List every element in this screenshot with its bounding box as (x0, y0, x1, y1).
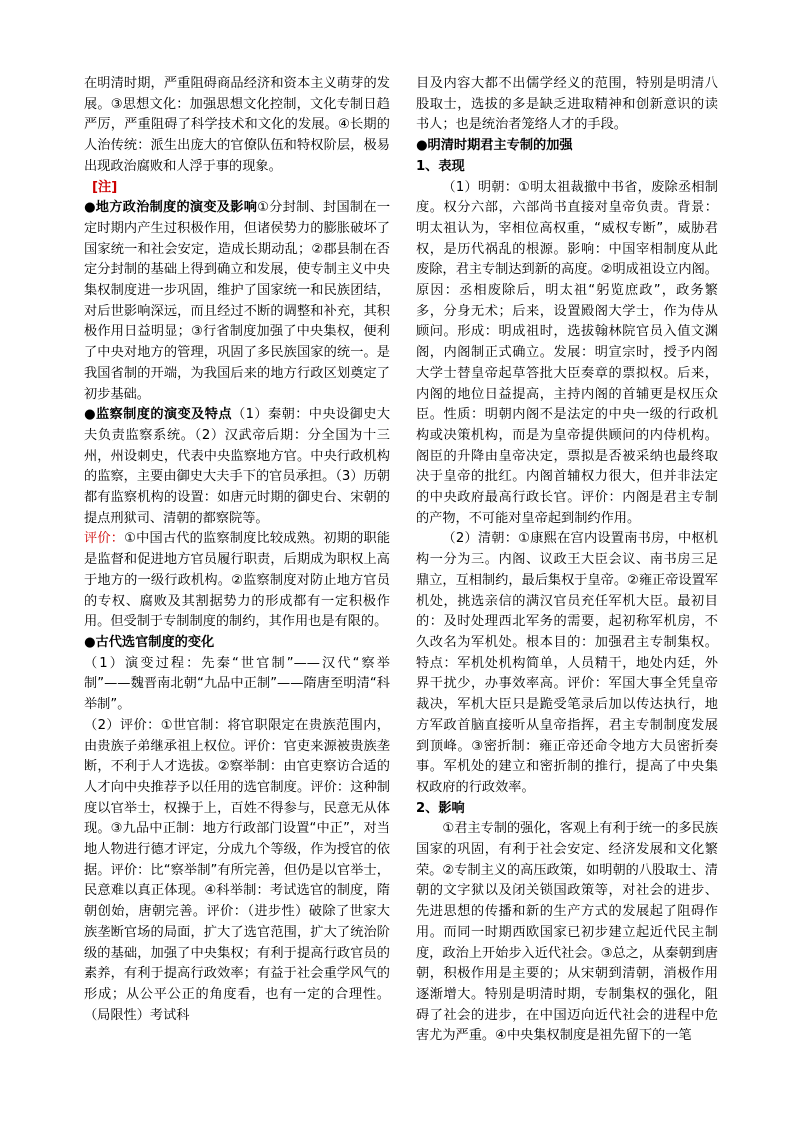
paragraph: ①君主专制的强化，客观上有利于统一的多民族国家的巩固，有利于社会安定、经济发展和文化繁荣。②专制主义的高压政策，如明朝的八股取士、清朝的文字狱以及闭关锁国政策等，对社会的进步、先进思想的传播和新的生产方式的发展起了阻碍作用。而同一时期西欧国家已初步建立起近代民主制度，政治上开始步入近代社会。③总之，从秦朝到唐朝，积极作用是主要的；从宋朝到清朝，消极作用逐渐增大。特别是明清时期，专制集权的强化，阻碍了社会的进步，在中国迈向近代社会的进程中危害尤为严重。④中央集权制度是祖先留下的一笔 (416, 821, 718, 1044)
left-column (84, 74, 390, 1026)
paragraph: （1）演变过程：先秦“世官制”——汉代“察举制”——魏晋南北朝“九品中正制”——隋唐至明清“科举制”。 (84, 655, 390, 713)
section-heading: ● 监察制度的演变及特点 (84, 407, 232, 422)
paragraph: （2）评价：①世官制：将官职限定在贵族范围内，由贵族子弟继承祖上权位。评价：官吏来源被贵族垄断，不利于人才选拔。②察举制：由官吏察访合适的人才向中央推荐予以任用的选官制度。评价：这种制度以官举士，权操于上，百姓不得参与，民意无从体现。③九品中正制：地方行政部门设置“中正”，对当地人物进行德才评定，分成九个等级，作为授官的依据。评价：比“察举制”有所完善，但仍是以官举士，民意难以真正体现。④科举制：考试选官的制度，隋朝创始，唐朝完善。评价：（进步性）破除了世家大族垄断官场的局面，扩大了选官范围，扩大了统治阶级的基础，加强了中央集权；有利于提高行政官员的素养，有利于提高行政效率；有益于社会重学风气的形成；从公平公正的角度看，也有一定的合理性。（局限性）考试科 (84, 717, 390, 1023)
right-column (416, 74, 718, 1047)
note-label: [注] (92, 179, 118, 195)
section-heading: ● 古代选官制度的变化 (84, 633, 390, 654)
section-heading: ● 地方政治制度的演变及影响 (84, 200, 257, 215)
paragraph: （1）明朝：①明太祖裁撤中书省，废除丞相制度。权分六部，六部尚书直接对皇帝负责。背景：明太祖认为，宰相位高权重，“威权专断”，威胁君权，是历代祸乱的根源。影响：中国宰相制度从此废除，君主专制达到新的高度。②明成祖设立内阁。原因：丞相废除后，明太祖“躬览庶政”，政务繁多，分身无术；后来，设置殿阁大学士，作为侍从顾问。形成：明成祖时，选拔翰林院官员入值文渊阁，内阁制正式确立。发展：明宣宗时，授予内阁大学士替皇帝起草答批大臣奏章的票拟权。后来，内阁的地位日益提高，主持内阁的首辅更是权压众臣。性质：明朝内阁不是法定的中央一级的行政机构或决策机构，而是为皇帝提供顾问的内侍机构。阁臣的升降由皇帝决定，票拟是否被采纳也最终取决于皇帝的批红。内阁首辅权力很大，但并非法定的中央政府最高行政长官。评价：内阁是君主专制的产物，不可能对皇帝起到制约作用。 (416, 179, 718, 526)
subheading: 1、表现 (416, 158, 465, 174)
local-politics-section (84, 198, 390, 405)
evaluation-label: 评价： (84, 531, 125, 547)
paragraph: 在明清时期，严重阻碍商品经济和资本主义萌芽的发展。③思想文化：加强思想文化控制，文化专制日趋严厉，严重阻碍了科学技术和文化的发展。④长期的人治传统：派生出庞大的官僚队伍和特权阶层，极易出现政治腐败和人浮于事的现象。 (84, 76, 390, 174)
evaluation-body: ①中国古代的监察制度比较成熟。初期的职能是监督和促进地方官员履行职责，后期成为职权上高于地方的一级行政机构。②监察制度对防止地方官员的专权、腐败及其割据势力的形成都有一定积极作用。但受制于专制制度的制约，其作用也是有限的。 (84, 531, 391, 630)
paragraph: 目及内容大都不出儒学经义的范围，特别是明清八股取士，选拔的多是缺乏进取精神和创新意识的读书人；也是统治者笼络人才的手段。 (416, 76, 718, 133)
section-heading: ● 明清时期君主专制的加强 (416, 136, 718, 157)
subheading: 2、影响 (416, 800, 465, 816)
section-body: ①分封制、封国制在一定时期内产生过积极作用，但诸侯势力的膨胀破坏了国家统一和社会安定，造成长期动乱；②郡县制在否定分封制的基础上得到确立和发展，使专制主义中央集权制度进一步巩固，维护了国家统一和民族团结，对后世影响深远，而且经过不断的调整和补充，其积极作用日益明显；③行省制度加强了中央集权，便利了中央对地方的管理，巩固了多民族国家的统一。是我国省制的开端，为我国后来的地方行政区划奠定了初步基础。 (84, 200, 391, 402)
paragraph: （2）清朝：①康熙在宫内设置南书房，中枢机构一分为三。内阁、议政王大臣会议、南书房三足鼎立，互相制约，最后集权于皇帝。②雍正帝设置军机处，挑选亲信的满汉官员充任军机大臣。最初目的：及时处理西北军务的需要，起初称军机房，不久改名为军机处。根本目的：加强君主专制集权。特点：军机处机构简单，人员精干，地处内廷，外界干扰少，办事效率高。评价：军国大事全凭皇帝裁决，军机大臣只是跪受笔录后加以传达执行，地方军政首脑直接听从皇帝指挥，君主专制制度发展到顶峰。③密折制：雍正帝还命令地方大员密折奏事。军机处的建立和密折制的推行，提高了中央集权政府的行政效率。 (416, 531, 718, 795)
section-body: （1）秦朝：中央设御史大夫负责监察系统。（2）汉武帝后期：分全国为十三州，州设刺史，代表中央监察地方官。中央行政机构的监察，主要由御史大夫手下的官员承担。（3）历朝都有监察机构的设置：如唐元时期的御史台、宋朝的提点刑狱司、清朝的都察院等。 (84, 407, 391, 526)
evaluation-paragraph (84, 529, 390, 633)
supervision-section (84, 405, 390, 529)
